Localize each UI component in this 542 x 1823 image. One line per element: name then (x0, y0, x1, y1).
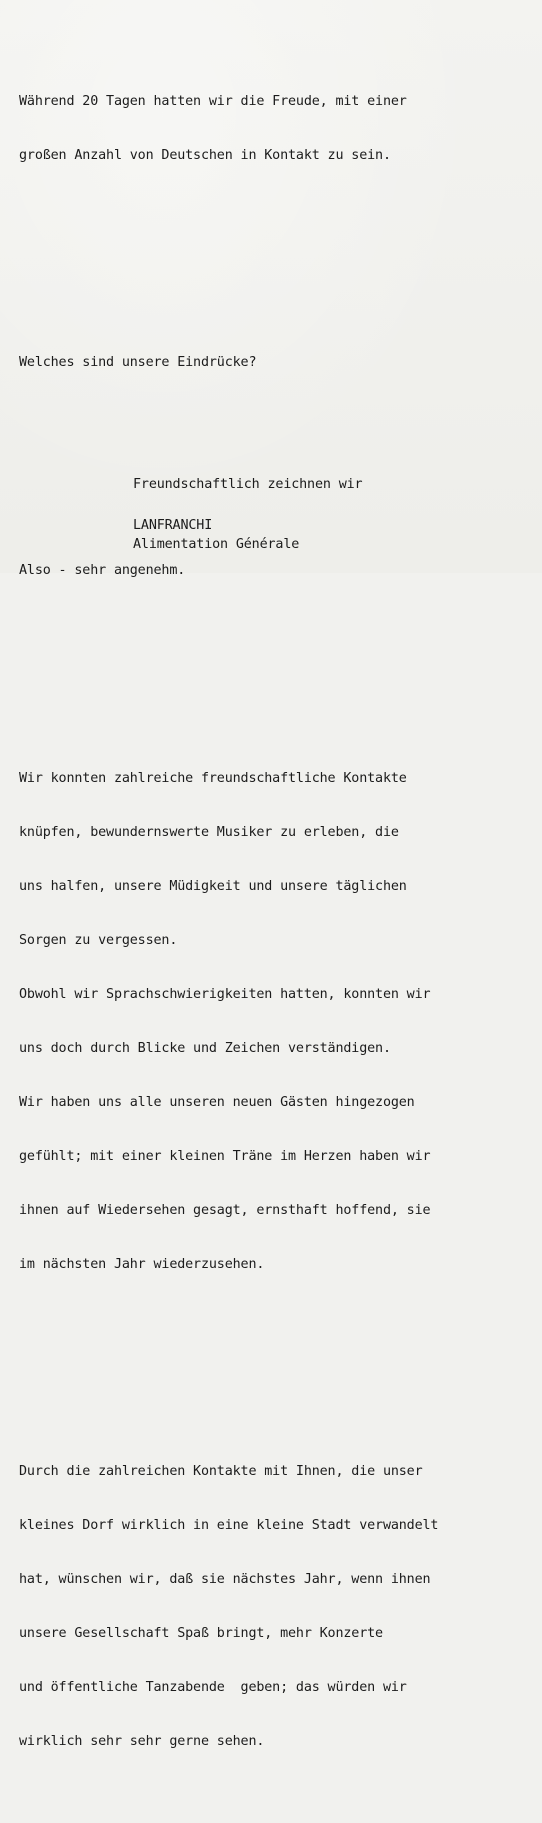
text-line: im nächsten Jahr wiederzusehen. (19, 1257, 265, 1272)
text-line: gefühlt; mit einer kleinen Träne im Herzen haben wir (19, 1149, 431, 1164)
signature-company: Alimentation Générale (133, 537, 300, 552)
text-line: Obwohl wir Sprachschwierigkeiten hatten, konnten wir (19, 987, 431, 1002)
paragraph-intro (19, 57, 534, 201)
text-line: uns halfen, unsere Müdigkeit und unsere täglichen (19, 879, 407, 894)
text-line: Während 20 Tagen hatten wir die Freude, mit einer (19, 94, 407, 109)
paragraph-question (19, 318, 534, 408)
text-line: wirklich sehr sehr gerne sehen. (19, 1734, 265, 1749)
text-line: unsere Gesellschaft Spaß bringt, mehr Konzerte (19, 1626, 383, 1641)
text-line: Durch die zahlreichen Kontakte mit Ihnen, die unser (19, 1464, 423, 1479)
letter-body (19, 3, 534, 1823)
text-line: ihnen auf Wiedersehen gesagt, ernsthaft hoffend, sie (19, 1203, 431, 1218)
signature-name: LANFRANCHI (133, 518, 213, 533)
text-line: Welches sind unsere Eindrücke? (19, 355, 257, 370)
text-line: uns doch durch Blicke und Zeichen verständigen. (19, 1041, 391, 1056)
text-line: hat, wünschen wir, daß sie nächstes Jahr, wenn ihnen (19, 1572, 431, 1587)
text-line: Wir konnten zahlreiche freundschaftliche Kontakte (19, 771, 407, 786)
text-line: großen Anzahl von Deutschen in Kontakt zu sein. (19, 148, 391, 163)
paragraph-wishes (19, 1427, 534, 1787)
paragraph-impressions (19, 734, 534, 1310)
text-line: knüpfen, bewundernswerte Musiker zu erleben, die (19, 825, 399, 840)
text-line: Also - sehr angenehm. (19, 563, 186, 578)
text-line: kleines Dorf wirklich in eine kleine Stadt verwandelt (19, 1518, 439, 1533)
text-line: und öffentliche Tanzabende geben; das würden wir (19, 1680, 407, 1695)
text-line: Sorgen zu vergessen. (19, 933, 178, 948)
text-line: Wir haben uns alle unseren neuen Gästen hingezogen (19, 1095, 415, 1110)
closing-line: Freundschaftlich zeichnen wir (133, 477, 363, 492)
